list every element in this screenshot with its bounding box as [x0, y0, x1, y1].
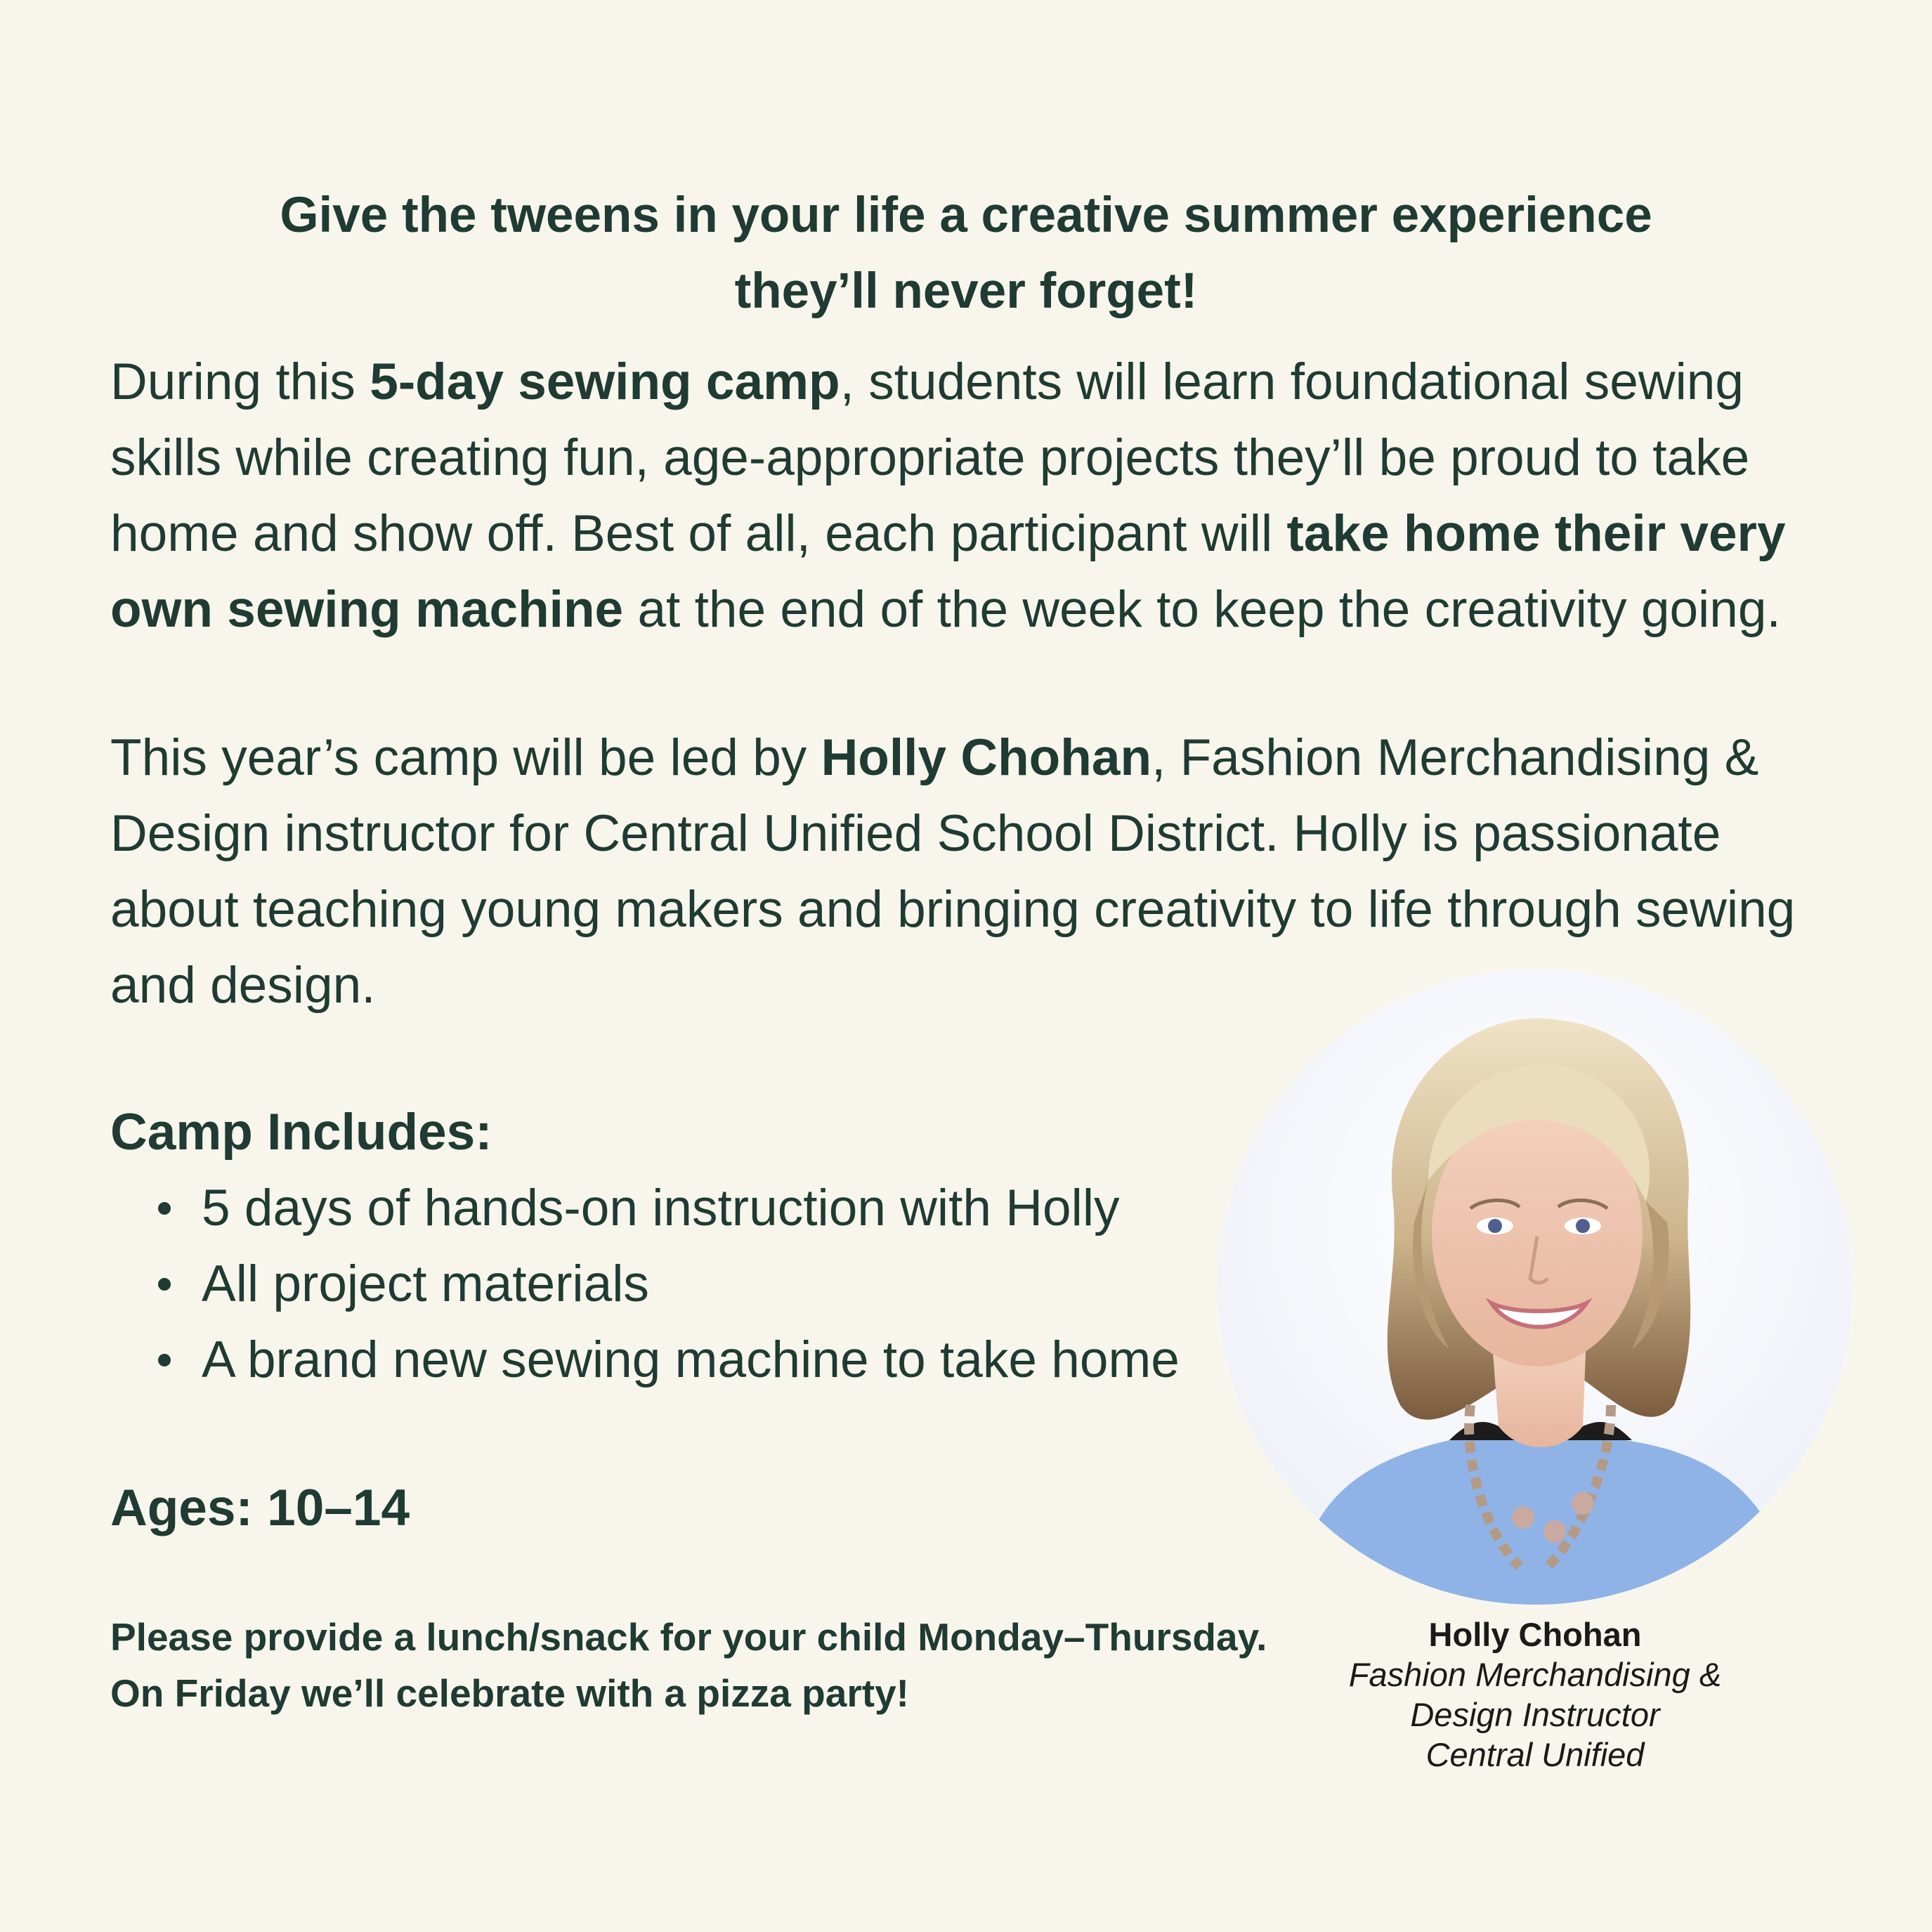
leader-text-1: This year’s camp will be led by: [110, 729, 821, 786]
list-item-text: 5 days of hands-on instruction with Holly: [202, 1180, 1120, 1236]
headline-line-1: Give the tweens in your life a creative summer experience: [280, 187, 1652, 243]
headline-line-2: they’ll never forget!: [734, 263, 1198, 319]
instructor-portrait: [1218, 970, 1853, 1605]
headline: [0, 178, 1932, 329]
list-item: [110, 1322, 1180, 1398]
leader-name: Holly Chohan: [821, 729, 1152, 786]
intro-text-3: at the end of the week to keep the creativity going.: [623, 581, 1781, 638]
lunch-note: [110, 1609, 1267, 1721]
camp-includes-list: [110, 1170, 1180, 1398]
list-item-text: A brand new sewing machine to take home: [202, 1331, 1180, 1388]
lunch-note-line-2: On Friday we’ll celebrate with a pizza party!: [110, 1671, 909, 1715]
bullet-icon: [158, 1354, 171, 1366]
camp-includes-title: Camp Includes:: [110, 1104, 492, 1161]
intro-text-1: During this: [110, 353, 370, 410]
bullet-icon: [158, 1278, 171, 1291]
intro-text-2: , students will learn foundational sewing skills while creating fun, age-appropriate projects they’ll be proud to take home and show off. Best of all, each participant will: [110, 353, 1750, 562]
ages-label: Ages: 10–14: [110, 1480, 410, 1536]
caption-title-line-2: Design Instructor: [1410, 1696, 1660, 1733]
portrait-illustration: [1218, 970, 1853, 1605]
intro-highlight-camp: 5-day sewing camp: [370, 353, 840, 410]
lunch-note-line-1: Please provide a lunch/snack for your child Monday–Thursday.: [110, 1615, 1267, 1659]
intro-paragraph: [110, 344, 1846, 648]
portrait-caption: [1258, 1614, 1813, 1775]
leader-text-2: , Fashion Merchandising & Design instructor for Central Unified School District. Holly is passionate about teaching young makers and bringing creativity to life through sewing and design.: [110, 729, 1796, 1014]
list-item: [110, 1170, 1180, 1246]
intro-highlight-machine: take home their very own sewing machine: [110, 505, 1786, 638]
caption-name: Holly Chohan: [1428, 1616, 1642, 1653]
caption-title-line-1: Fashion Merchandising &: [1348, 1656, 1722, 1693]
bullet-icon: [158, 1202, 171, 1215]
caption-title-line-3: Central Unified: [1425, 1736, 1645, 1773]
list-item: [110, 1246, 1180, 1322]
list-item-text: All project materials: [202, 1255, 649, 1312]
